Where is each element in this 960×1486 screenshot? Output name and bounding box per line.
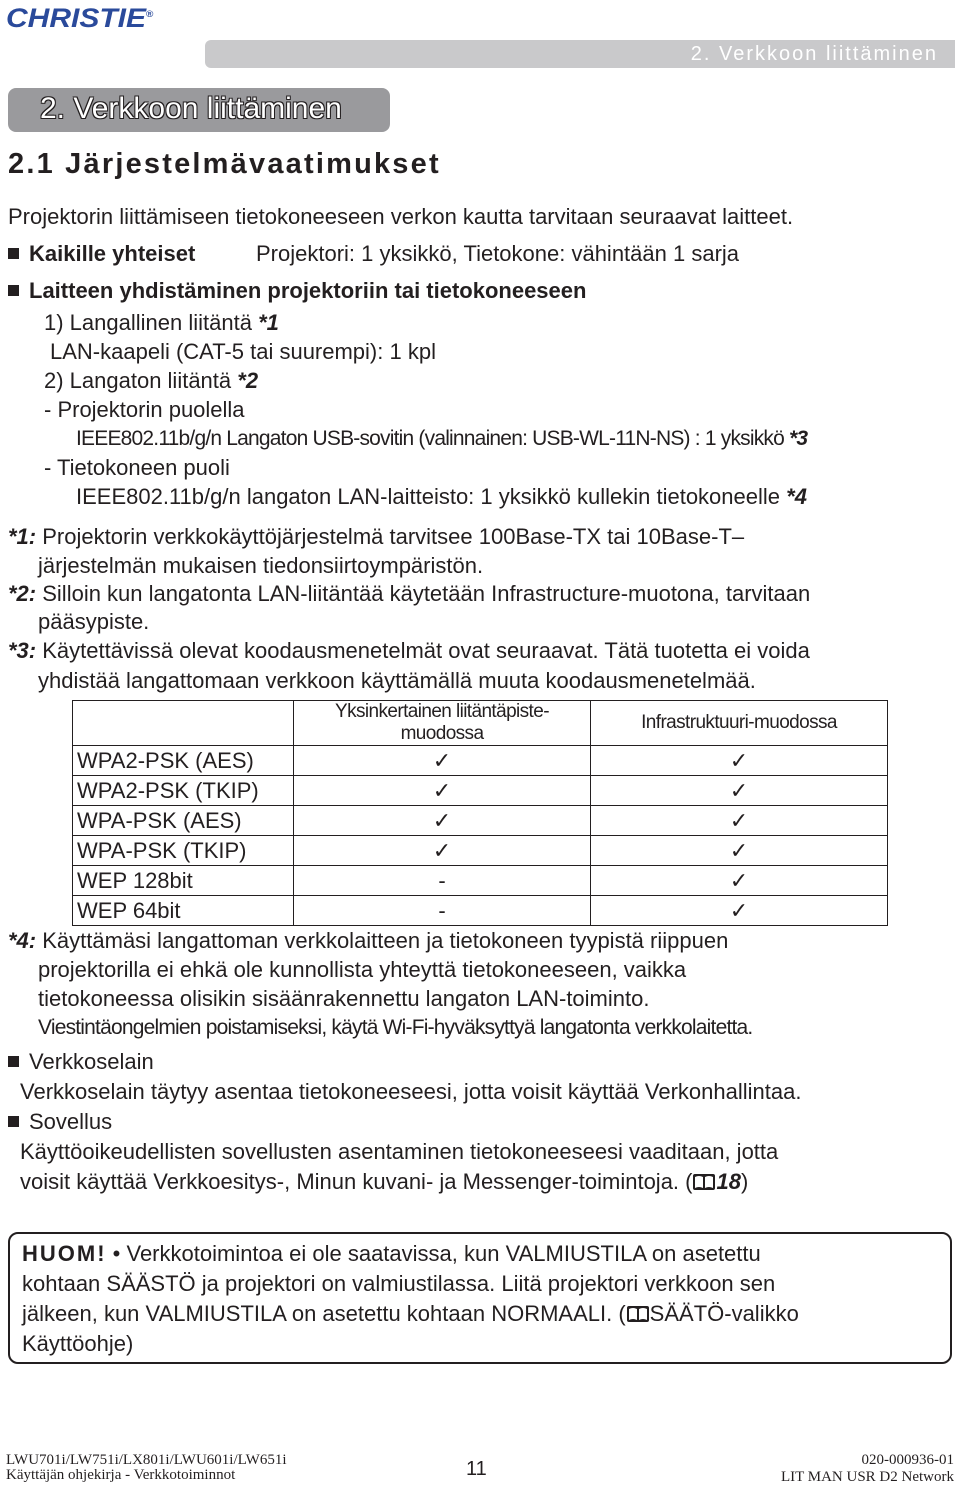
note-2-line2: pääsypiste. xyxy=(38,609,150,634)
table-row xyxy=(73,776,888,806)
checkmark-icon: ✓ xyxy=(591,836,888,866)
book-icon xyxy=(692,1173,716,1191)
dash-mark: - xyxy=(294,896,591,926)
browser-text: Verkkoselain täytyy asentaa tietokoneeseesi, jotta voisit käyttää Verkonhallintaa. xyxy=(20,1079,802,1104)
huom-line3-text: jälkeen, kun VALMIUSTILA on asetettu kohtaan NORMAALI. ( xyxy=(22,1301,626,1326)
table-row xyxy=(73,836,888,866)
method-cell: WPA2-PSK (TKIP) xyxy=(73,776,294,806)
wireless-label: 2) Langaton liitäntä xyxy=(44,368,232,393)
checkmark-icon: ✓ xyxy=(591,806,888,836)
bullet-square-icon xyxy=(8,248,19,259)
section-title: 2.1 Järjestelmävaatimukset xyxy=(8,148,441,180)
app-line1: Käyttöoikeudellisten sovellusten asentaminen tietokoneeseesi vaaditaan, jotta xyxy=(20,1139,779,1164)
bullet-square-icon xyxy=(8,1116,19,1127)
method-cell: WPA-PSK (AES) xyxy=(73,806,294,836)
app-line2-close: ) xyxy=(740,1169,749,1194)
note-1-line2: järjestelmän mukaisen tiedonsiirtoympäristön. xyxy=(38,553,484,578)
checkmark-icon: ✓ xyxy=(591,776,888,806)
wlan-equipment-line xyxy=(76,486,807,508)
logo-text: CHRISTIE xyxy=(6,3,147,34)
wlan-equipment: IEEE802.11b/g/n langaton LAN-laitteisto: 1 yksikkö kullekin tietokoneelle xyxy=(76,484,781,509)
usb-adapter: IEEE802.11b/g/n Langaton USB-sovitin (valinnainen: USB-WL-11N-NS) : 1 yksikkö xyxy=(76,427,784,450)
wired-note-ref: *1 xyxy=(258,310,279,335)
table-header-cell xyxy=(73,701,294,746)
book-icon xyxy=(626,1305,650,1323)
wireless-note-ref: *2 xyxy=(237,368,259,393)
note-4-label: *4: xyxy=(8,928,37,953)
note-4 xyxy=(8,930,728,952)
bullet-square-icon xyxy=(8,285,19,296)
footer-manual-title: Käyttäjän ohjekirja - Verkkotoiminnot xyxy=(6,1467,236,1483)
footer-models: LWU701i/LW751i/LX801i/LWU601i/LW651i xyxy=(6,1452,287,1468)
table-row xyxy=(73,746,888,776)
note-4-line3: tietokoneessa olisikin sisäänrakennettu langaton LAN-toiminto. xyxy=(38,986,650,1011)
huom-label: HUOM! xyxy=(22,1241,107,1266)
checkmark-icon: ✓ xyxy=(591,896,888,926)
table-header-row xyxy=(73,701,888,746)
wired-line xyxy=(44,312,279,334)
common-requirements xyxy=(8,243,195,265)
checkmark-icon: ✓ xyxy=(294,836,591,866)
method-cell: WEP 64bit xyxy=(73,896,294,926)
intro-text: Projektorin liittämiseen tietokoneeseen verkon kautta tarvitaan seuraavat laitteet. xyxy=(8,204,794,229)
app-line2 xyxy=(20,1171,748,1193)
table-row xyxy=(73,866,888,896)
huom-line4: Käyttöohje) xyxy=(22,1331,134,1356)
table-header-cell: Infrastruktuuri-muodossa xyxy=(591,701,888,746)
huom-line1-text: • Verkkotoimintoa ei ole saatavissa, kun VALMIUSTILA on asetettu xyxy=(112,1241,761,1266)
connect-heading: Laitteen yhdistäminen projektoriin tai tietokoneeseen xyxy=(29,278,587,303)
app-heading: Sovellus xyxy=(29,1109,113,1134)
huom-line2: kohtaan SÄÄSTÖ ja projektori on valmiustilassa. Liitä projektori verkkoon sen xyxy=(22,1271,776,1296)
note-2-line1: Silloin kun langatonta LAN-liitäntää käytetään Infrastructure-muotona, tarvitaan xyxy=(42,581,811,606)
browser-heading-row xyxy=(8,1051,154,1073)
checkmark-icon: ✓ xyxy=(591,746,888,776)
wireless-line xyxy=(44,370,258,392)
page-number: 11 xyxy=(466,1458,487,1480)
table-row xyxy=(73,896,888,926)
checkmark-icon: ✓ xyxy=(294,806,591,836)
huom-line3 xyxy=(22,1303,799,1325)
projector-side: - Projektorin puolella xyxy=(44,397,245,422)
usb-adapter-line xyxy=(76,428,807,449)
lan-cable: LAN-kaapeli (CAT-5 tai suurempi): 1 kpl xyxy=(50,339,436,364)
checkmark-icon: ✓ xyxy=(294,776,591,806)
note-2-label: *2: xyxy=(8,581,37,606)
bullet-square-icon xyxy=(8,1056,19,1067)
app-heading-row xyxy=(8,1111,112,1133)
table-header-cell: Yksinkertainen liitäntäpiste-muodossa xyxy=(294,701,591,746)
note-4-line4: Viestintäongelmien poistamiseksi, käytä Wi-Fi-hyväksyttyä langatonta verkkolaitetta. xyxy=(38,1016,753,1039)
note-1-label: *1: xyxy=(8,524,37,549)
footer-doc-title: LIT MAN USR D2 Network xyxy=(780,1469,954,1485)
method-cell: WEP 128bit xyxy=(73,866,294,896)
app-line2-text: voisit käyttää Verkkoesitys-, Minun kuvani- ja Messenger-toimintoja. ( xyxy=(20,1169,693,1194)
huom-menu-reference[interactable]: SÄÄTÖ-valikko xyxy=(649,1301,799,1326)
chapter-title: 2. Verkkoon liittäminen xyxy=(40,92,342,125)
note-4-line1: Käyttämäsi langattoman verkkolaitteen ja tietokoneen tyypistä riippuen xyxy=(42,928,729,953)
connect-heading-row xyxy=(8,280,586,302)
note-4-line2: projektorilla ei ehkä ole kunnollista yhteyttä tietokoneeseen, vaikka xyxy=(38,957,687,982)
note-3 xyxy=(8,640,810,662)
computer-side: - Tietokoneen puoli xyxy=(44,455,230,480)
wlan-note-ref: *4 xyxy=(786,484,807,509)
note-2 xyxy=(8,583,810,605)
browser-heading: Verkkoselain xyxy=(29,1049,154,1074)
note-3-line2: yhdistää langattomaan verkkoon käyttämällä muuta koodausmenetelmää. xyxy=(38,668,756,693)
common-text: Projektori: 1 yksikkö, Tietokone: vähintään 1 sarja xyxy=(256,241,740,266)
table-row xyxy=(73,806,888,836)
registered-mark: ® xyxy=(146,10,154,20)
page-reference[interactable]: 18 xyxy=(716,1169,741,1194)
running-header-title: 2. Verkkoon liittäminen xyxy=(690,43,938,65)
note-3-label: *3: xyxy=(8,638,37,663)
note-1-line1: Projektorin verkkokäyttöjärjestelmä tarvitsee 100Base-TX tai 10Base-T– xyxy=(42,524,745,549)
usb-note-ref: *3 xyxy=(789,427,808,450)
checkmark-icon: ✓ xyxy=(294,746,591,776)
method-cell: WPA-PSK (TKIP) xyxy=(73,836,294,866)
note-3-line1: Käytettävissä olevat koodausmenetelmät ovat seuraavat. Tätä tuotetta ei voida xyxy=(42,638,810,663)
checkmark-icon: ✓ xyxy=(591,866,888,896)
huom-line1 xyxy=(22,1243,761,1265)
encryption-table xyxy=(72,700,888,926)
dash-mark: - xyxy=(294,866,591,896)
wired-label: 1) Langallinen liitäntä xyxy=(44,310,252,335)
note-1 xyxy=(8,526,744,548)
christie-logo xyxy=(6,4,153,35)
common-label: Kaikille yhteiset xyxy=(29,241,196,266)
footer-doc-number: 020-000936-01 xyxy=(861,1452,954,1468)
method-cell: WPA2-PSK (AES) xyxy=(73,746,294,776)
